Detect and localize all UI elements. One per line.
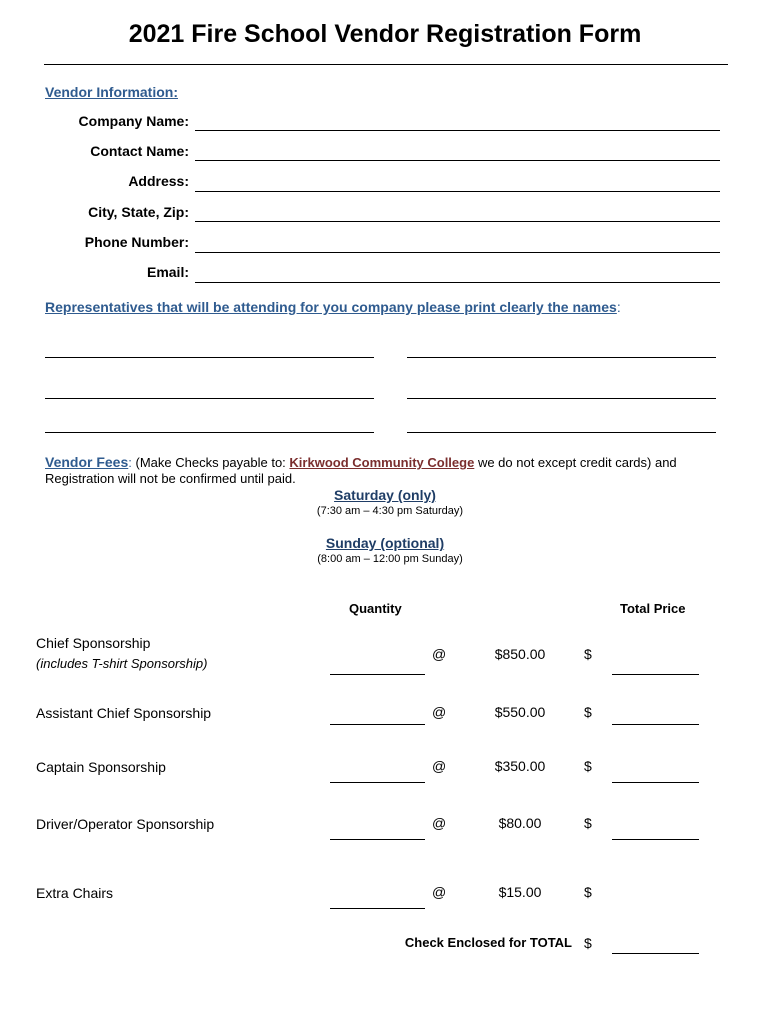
check-total-label: Check Enclosed for TOTAL <box>404 935 572 950</box>
phone-number-field[interactable] <box>195 252 720 253</box>
representative-name-field-5[interactable] <box>45 432 374 433</box>
vendor-fees-heading: Vendor Fees <box>45 454 129 470</box>
email-field[interactable] <box>195 282 720 283</box>
representative-name-field-3[interactable] <box>45 398 374 399</box>
representatives-heading-wrap <box>45 299 621 315</box>
unit-price: $15.00 <box>498 884 542 900</box>
item-name: Captain Sponsorship <box>36 759 166 775</box>
address-label: Address: <box>128 173 189 189</box>
city-state-zip-label: City, State, Zip: <box>88 204 189 220</box>
saturday-hours: (7:30 am – 4:30 pm Saturday) <box>316 505 464 517</box>
city-state-zip-field[interactable] <box>195 221 720 222</box>
company-name-field[interactable] <box>195 130 720 131</box>
vendor-fees-colon: : <box>128 455 132 470</box>
item-note: (includes T-shirt Sponsorship) <box>36 656 208 671</box>
sunday-title: Sunday (optional) <box>325 535 445 551</box>
total-price-field[interactable] <box>612 674 699 675</box>
representatives-colon: : <box>616 299 621 315</box>
phone-number-label: Phone Number: <box>84 234 189 250</box>
representative-name-field-2[interactable] <box>407 357 716 358</box>
quantity-field[interactable] <box>330 724 425 725</box>
quantity-field[interactable] <box>330 782 425 783</box>
representative-name-field-6[interactable] <box>407 432 716 433</box>
vendor-fees-text-after: we do not except credit cards) and Registration will not be confirmed until paid. <box>45 455 677 486</box>
at-symbol: @ <box>432 646 447 662</box>
representatives-heading: Representatives that will be attending for you company please print clearly the names <box>45 299 617 315</box>
at-symbol: @ <box>432 758 447 774</box>
company-name-label: Company Name: <box>78 113 189 129</box>
email-label: Email: <box>146 264 189 280</box>
representative-name-field-1[interactable] <box>45 357 374 358</box>
unit-price: $350.00 <box>494 758 546 774</box>
check-total-field[interactable] <box>612 953 699 954</box>
currency-symbol: $ <box>584 935 592 951</box>
item-name: Driver/Operator Sponsorship <box>36 816 215 832</box>
currency-symbol: $ <box>584 646 592 662</box>
quantity-field[interactable] <box>330 908 425 909</box>
at-symbol: @ <box>432 815 447 831</box>
total-price-field[interactable] <box>612 782 699 783</box>
contact-name-field[interactable] <box>195 160 720 161</box>
total-price-field[interactable] <box>612 724 699 725</box>
title-divider <box>44 64 728 65</box>
vendor-fees-paragraph <box>45 454 735 487</box>
currency-symbol: $ <box>584 815 592 831</box>
quantity-header: Quantity <box>349 601 402 616</box>
at-symbol: @ <box>432 884 447 900</box>
unit-price: $550.00 <box>494 704 546 720</box>
payee-name: Kirkwood Community College <box>289 455 475 470</box>
vendor-fees-text-before: (Make Checks payable to: <box>131 455 290 470</box>
item-name: Extra Chairs <box>36 885 114 901</box>
total-price-header: Total Price <box>620 601 686 616</box>
unit-price: $850.00 <box>494 646 546 662</box>
vendor-info-heading: Vendor Information: <box>45 84 178 100</box>
currency-symbol: $ <box>584 884 592 900</box>
currency-symbol: $ <box>584 704 592 720</box>
quantity-field[interactable] <box>330 839 425 840</box>
total-price-field[interactable] <box>612 839 699 840</box>
at-symbol: @ <box>432 704 447 720</box>
currency-symbol: $ <box>584 758 592 774</box>
representative-name-field-4[interactable] <box>407 398 716 399</box>
unit-price: $80.00 <box>498 815 542 831</box>
form-title: 2021 Fire School Vendor Registration Form <box>128 20 642 48</box>
item-name: Chief Sponsorship <box>36 635 151 651</box>
contact-name-label: Contact Name: <box>90 143 189 159</box>
sunday-hours: (8:00 am – 12:00 pm Sunday) <box>317 553 463 565</box>
item-name: Assistant Chief Sponsorship <box>36 705 212 721</box>
address-field[interactable] <box>195 191 720 192</box>
saturday-title: Saturday (only) <box>334 487 436 503</box>
quantity-field[interactable] <box>330 674 425 675</box>
